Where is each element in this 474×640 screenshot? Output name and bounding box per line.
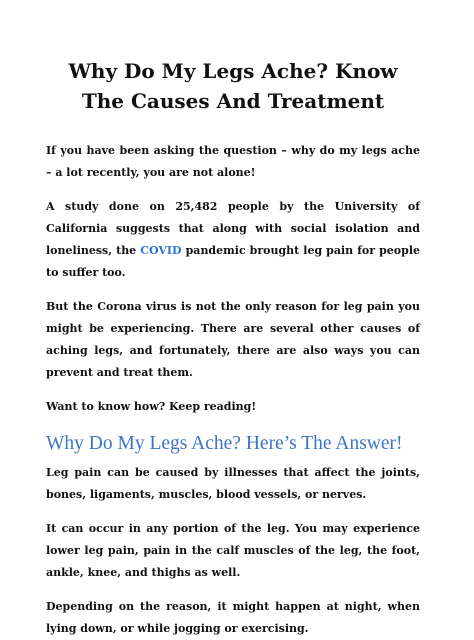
depending-paragraph: Depending on the reason, it might happen at night, when lying down, or while jogging or exercising. (46, 600, 420, 635)
section-heading: Why Do My Legs Ache? Here’s The Answer! (46, 433, 403, 454)
illnesses-paragraph: Leg pain can be caused by illnesses that affect the joints, bones, ligaments, muscles, blood vessels, or nerves. (46, 466, 420, 501)
study-paragraph (46, 196, 420, 284)
study-text-before-link: A study done on 25,482 people by the University of California suggests that along with social isolation and loneliness, the (46, 200, 420, 257)
study-text-after-link: pandemic brought leg pain for people to suffer too. (46, 244, 420, 279)
intro-paragraph: If you have been asking the question – why do my legs ache – a lot recently, you are not alone! (46, 144, 420, 179)
article (46, 56, 420, 640)
portion-paragraph: It can occur in any portion of the leg. You may experience lower leg pain, pain in the calf muscles of the leg, the foot, ankle, knee, and thighs as well. (46, 522, 420, 579)
page-title: Why Do My Legs Ache? Know The Causes And Treatment (68, 59, 398, 113)
keep-reading-paragraph: Want to know how? Keep reading! (46, 400, 257, 413)
covid-link[interactable]: COVID (140, 244, 182, 257)
corona-paragraph: But the Corona virus is not the only reason for leg pain you might be experiencing. There are several other causes of aching legs, and fortunately, there are also ways you can prevent and treat them. (46, 300, 420, 379)
